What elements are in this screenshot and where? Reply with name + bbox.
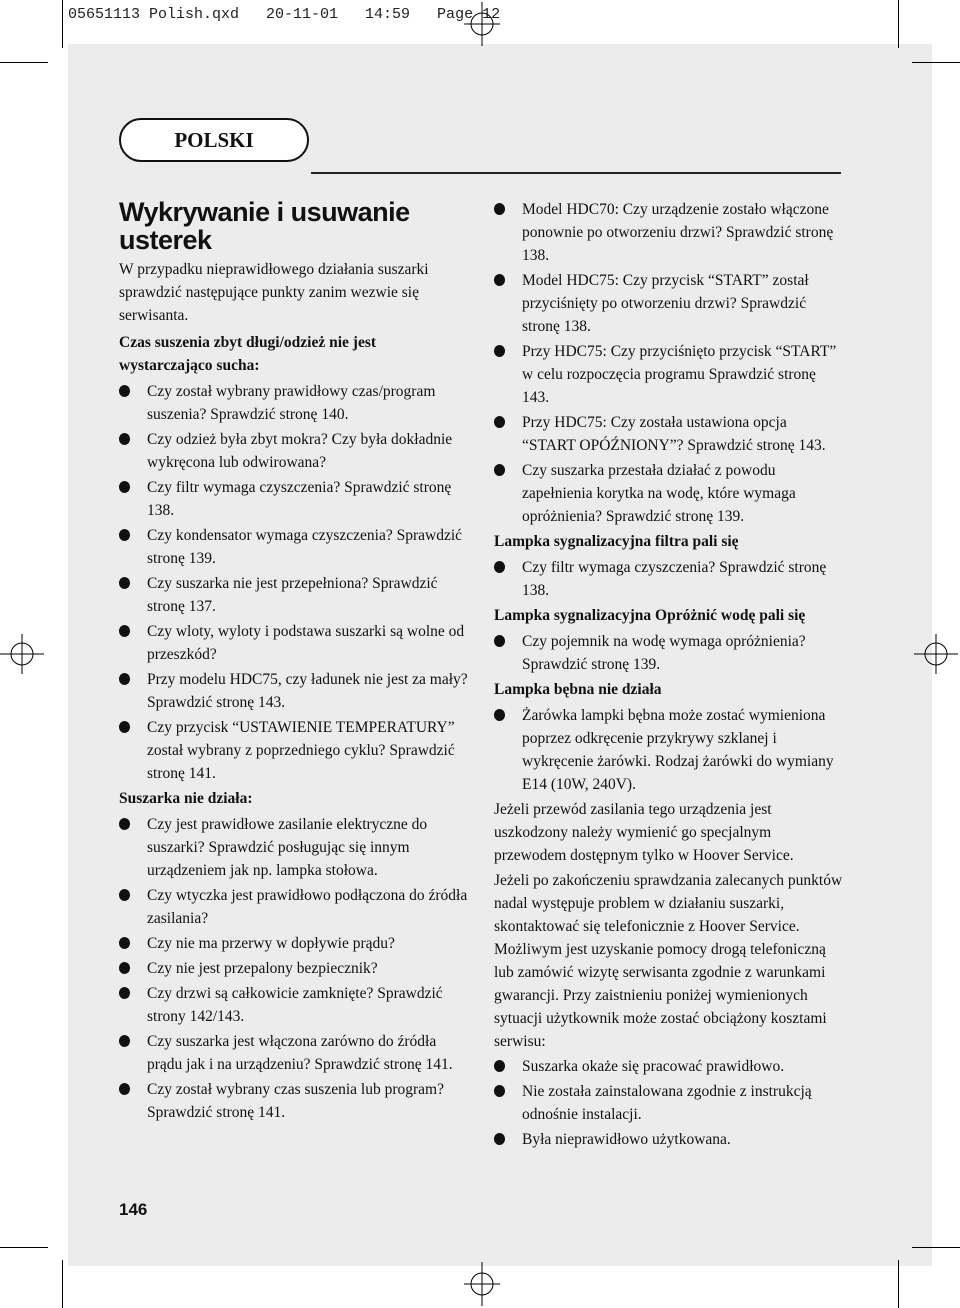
list-item-text: Czy nie ma przerwy w dopływie prądu? [147, 935, 395, 952]
list-item-text: Czy wtyczka jest prawidłowo podłączona do źródła zasilania? [147, 887, 468, 927]
list-item [494, 1055, 844, 1078]
bullet-icon [119, 625, 130, 637]
list-item-text: Przy HDC75: Czy przyciśnięto przycisk “START” w celu rozpoczęcia programu Sprawdzić stronę 143. [522, 343, 837, 406]
registration-mark-left [0, 632, 44, 676]
right-column [494, 198, 844, 1153]
bullet-icon [119, 673, 130, 685]
bullet-icon [119, 889, 130, 901]
list-item-text: Była nieprawidłowo użytkowana. [522, 1131, 731, 1148]
list-item-text: Suszarka okaże się pracować prawidłowo. [522, 1058, 785, 1075]
section-list [494, 704, 844, 796]
list-item-text: Czy został wybrany prawidłowy czas/program suszenia? Sprawdzić stronę 140. [147, 383, 436, 423]
bullet-icon [119, 937, 130, 949]
left-column [119, 198, 469, 1126]
list-item-text: Czy wloty, wyloty i podstawa suszarki są wolne od przeszkód? [147, 623, 465, 663]
section-heading: Suszarka nie działa: [119, 790, 253, 807]
list-item-text: Czy przycisk “USTAWIENIE TEMPERATURY” został wybrany z poprzedniego cyklu? Sprawdzić stronę 141. [147, 719, 455, 782]
bullet-icon [119, 818, 130, 830]
list-item-text: Czy nie jest przepalony bezpiecznik? [147, 960, 378, 977]
list-item [494, 269, 844, 338]
right-sections [494, 530, 844, 796]
list-item-text: Żarówka lampki bębna może zostać wymieniona poprzez odkręcenie przykrywy szklanej i wykręcenie żarówki. Rodzaj żarówki do wymiany E14 (10W, 240V). [522, 707, 834, 793]
list-item-text: Nie została zainstalowana zgodnie z instrukcją odnośnie instalacji. [522, 1083, 812, 1123]
list-item [119, 982, 469, 1028]
list-item-text: Czy został wybrany czas suszenia lub program? Sprawdzić stronę 141. [147, 1081, 444, 1121]
list-item [119, 1078, 469, 1124]
bullet-icon [494, 203, 505, 215]
list-item [494, 340, 844, 409]
list-item [494, 556, 844, 602]
bullet-icon [119, 1035, 130, 1047]
registration-mark-right [914, 632, 958, 676]
registration-mark-bottom [462, 1262, 502, 1306]
list-item [119, 428, 469, 474]
section-list [119, 380, 469, 785]
bullet-icon [494, 561, 505, 573]
list-item [119, 884, 469, 930]
header-rule [311, 172, 841, 174]
final-list [494, 1055, 844, 1151]
list-item-text: Czy kondensator wymaga czyszczenia? Sprawdzić stronę 139. [147, 527, 463, 567]
paragraph-service: Jeżeli po zakończeniu sprawdzania zalecanych punktów nadal występuje problem w działaniu suszarki, skontaktować się telefonicznie z Hoover Service. Możliwym jest uzyskanie pomocy drogą telefoniczną lub zamówić wizytę serwisanta zgodnie z warunkami gwarancji. Przy zaistnieniu poniżej wymienionych sytuacji użytkownik może zostać obciążony kosztami serwisu: [494, 872, 843, 1050]
list-item [494, 411, 844, 457]
list-item-text: Czy drzwi są całkowicie zamknięte? Sprawdzić strony 142/143. [147, 985, 443, 1025]
list-item [119, 932, 469, 955]
paragraph-power-cord: Jeżeli przewód zasilania tego urządzenia jest uszkodzony należy wymienić go specjalnym przewodem dostępnym tylko w Hoover Service. [494, 801, 794, 864]
list-item-text: Przy modelu HDC75, czy ładunek nie jest za mały? Sprawdzić stronę 143. [147, 671, 468, 711]
bullet-icon [494, 416, 505, 428]
list-item-text: Czy suszarka nie jest przepełniona? Sprawdzić stronę 137. [147, 575, 438, 615]
bullet-icon [119, 987, 130, 999]
list-item-text: Czy filtr wymaga czyszczenia? Sprawdzić stronę 138. [522, 559, 827, 599]
intro-text: W przypadku nieprawidłowego działania suszarki sprawdzić następujące punkty zanim wezwie się serwisanta. [119, 261, 429, 324]
language-tab: POLSKI [119, 118, 309, 162]
right-top-list [494, 198, 844, 528]
bullet-icon [494, 1060, 505, 1072]
bullet-icon [494, 345, 505, 357]
list-item [494, 459, 844, 528]
bullet-icon [494, 709, 505, 721]
list-item-text: Model HDC75: Czy przycisk “START” został przyciśnięty po otworzeniu drzwi? Sprawdzić stronę 138. [522, 272, 809, 335]
list-item [494, 630, 844, 676]
section-heading: Lampka sygnalizacyjna filtra pali się [494, 533, 739, 550]
list-item [119, 957, 469, 980]
list-item [494, 704, 844, 796]
list-item-text: Czy pojemnik na wodę wymaga opróżnienia? Sprawdzić stronę 139. [522, 633, 806, 673]
list-item [119, 476, 469, 522]
bullet-icon [119, 721, 130, 733]
list-item [494, 1128, 844, 1151]
bullet-icon [494, 1133, 505, 1145]
list-item [494, 1080, 844, 1126]
list-item-text: Czy suszarka przestała działać z powodu zapełnienia korytka na wodę, które wymaga opróżnienia? Sprawdzić stronę 139. [522, 462, 796, 525]
bullet-icon [119, 1083, 130, 1095]
bullet-icon [494, 635, 505, 647]
bullet-icon [494, 274, 505, 286]
page-number: 146 [119, 1200, 148, 1219]
print-slug: 05651113 Polish.qxd 20-11-01 14:59 Page 12 [68, 6, 501, 23]
list-item [119, 572, 469, 618]
list-item [119, 1030, 469, 1076]
section-list [494, 556, 844, 602]
bullet-icon [494, 464, 505, 476]
left-sections [119, 331, 469, 1124]
list-item [119, 716, 469, 785]
bullet-icon [119, 433, 130, 445]
section-heading: Lampka sygnalizacyjna Opróżnić wodę pali się [494, 607, 806, 624]
list-item-text: Czy odzież była zbyt mokra? Czy była dokładnie wykręcona lub odwirowana? [147, 431, 453, 471]
registration-mark-top [462, 2, 502, 46]
list-item [119, 620, 469, 666]
list-item [119, 813, 469, 882]
bullet-icon [119, 529, 130, 541]
list-item-text: Model HDC70: Czy urządzenie zostało włączone ponownie po otworzeniu drzwi? Sprawdzić stronę 138. [522, 201, 834, 264]
bullet-icon [119, 481, 130, 493]
section-heading: Lampka bębna nie działa [494, 681, 662, 698]
page-title: Wykrywanie i usuwanie usterek [119, 197, 410, 255]
list-item-text: Czy suszarka jest włączona zarówno do źródła prądu jak i na urządzeniu? Sprawdzić stronę 141. [147, 1033, 453, 1073]
bullet-icon [119, 385, 130, 397]
list-item [119, 380, 469, 426]
section-heading: Czas suszenia zbyt długi/odzież nie jest wystarczająco sucha: [119, 334, 377, 374]
list-item [494, 198, 844, 267]
section-list [119, 813, 469, 1124]
list-item-text: Czy filtr wymaga czyszczenia? Sprawdzić stronę 138. [147, 479, 452, 519]
list-item [119, 668, 469, 714]
bullet-icon [494, 1085, 505, 1097]
list-item-text: Przy HDC75: Czy została ustawiona opcja “START OPÓŹNIONY”? Sprawdzić stronę 143. [522, 414, 826, 454]
bullet-icon [119, 577, 130, 589]
bullet-icon [119, 962, 130, 974]
list-item-text: Czy jest prawidłowe zasilanie elektryczne do suszarki? Sprawdzić posługując się innym urządzeniem jak np. lampka stołowa. [147, 816, 428, 879]
section-list [494, 630, 844, 676]
list-item [119, 524, 469, 570]
